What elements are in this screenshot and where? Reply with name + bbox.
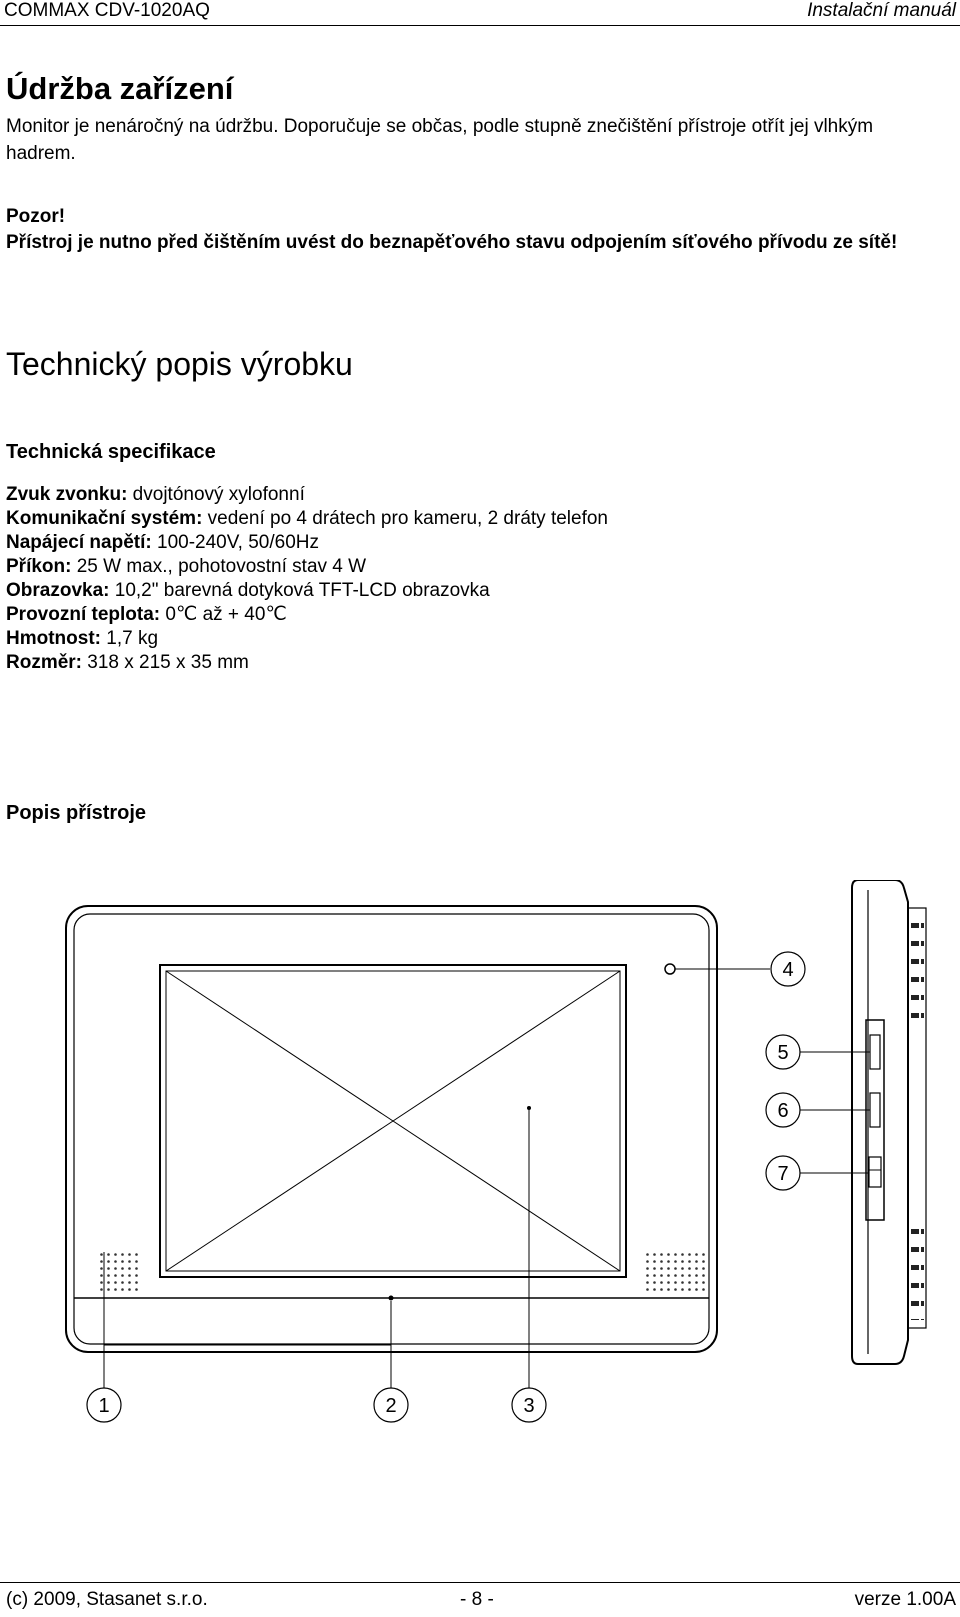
spec-value: 10,2" barevná dotyková TFT-LCD obrazovka: [109, 580, 490, 601]
header-rule: [0, 25, 960, 26]
header-doc-title: Instalační manuál: [807, 0, 956, 21]
spec-value: 25 W max., pohotovostní stav 4 W: [71, 556, 367, 577]
svg-text:2: 2: [385, 1395, 397, 1417]
spec-label: Rozměr:: [6, 652, 83, 673]
technical-heading: Technický popis výrobku: [6, 346, 353, 382]
callout-7: [766, 1156, 800, 1190]
side-vents-top: [910, 920, 924, 1030]
spec-value: vedení po 4 drátech pro kameru, 2 dráty telefon: [202, 508, 608, 529]
spec-label: Provozní teplota:: [6, 604, 161, 625]
footer-version: verze 1.00A: [854, 1589, 956, 1610]
svg-text:3: 3: [523, 1395, 535, 1417]
footer-page-number: - 8 -: [460, 1589, 494, 1610]
svg-text:1: 1: [98, 1395, 110, 1417]
monitor-inner-frame: [74, 914, 709, 1344]
callout-5: [766, 1035, 800, 1069]
maintenance-heading: Údržba zařízení: [6, 71, 234, 106]
ring-switch: [869, 1157, 881, 1187]
monitor-outer-frame: [66, 906, 717, 1352]
footer-copyright: (c) 2009, Stasanet s.r.o.: [6, 1589, 208, 1610]
spec-row: [6, 507, 608, 531]
callout-1: [87, 1388, 121, 1422]
spec-value: 1,7 kg: [100, 628, 159, 649]
device-heading: Popis přístroje: [6, 802, 147, 824]
spec-row: [6, 627, 608, 651]
spec-row: [6, 531, 608, 555]
svg-text:7: 7: [777, 1163, 789, 1185]
callout-6: [766, 1093, 800, 1127]
warning-title: Pozor!: [6, 206, 66, 227]
callout-4: [771, 952, 805, 986]
spec-row: [6, 603, 608, 627]
spec-value: 318 x 215 x 35 mm: [82, 652, 249, 673]
spec-value: 100-240V, 50/60Hz: [151, 532, 319, 553]
spec-label: Zvuk zvonku:: [6, 484, 128, 505]
front-sensor-dot: [665, 964, 675, 974]
spec-row: [6, 483, 608, 507]
front-view: [66, 906, 717, 1352]
side-vents-bottom: [910, 1220, 924, 1320]
svg-text:4: 4: [782, 959, 794, 981]
spec-list: [6, 483, 608, 675]
front-mic-dot: [389, 1296, 394, 1301]
footer-rule: [0, 1582, 960, 1583]
callout-leaders: [104, 969, 870, 1389]
side-view: [852, 880, 926, 1364]
spec-label: Napájecí napětí:: [6, 532, 152, 553]
spec-row: [6, 579, 608, 603]
brightness-button: [870, 1093, 880, 1127]
svg-text:5: 5: [777, 1042, 789, 1064]
warning-text: Přístroj je nutno před čištěním uvést do beznapěťového stavu odpojením síťového přívodu ze sítě!: [6, 232, 898, 253]
maintenance-text: Monitor je nenáročný na údržbu. Doporučuje se občas, podle stupně znečištění přístroje otřít jej vlhkým hadrem.: [6, 116, 874, 164]
spec-label: Hmotnost:: [6, 628, 101, 649]
spec-row: [6, 651, 608, 675]
callout-2: [374, 1388, 408, 1422]
header-product: COMMAX CDV-1020AQ: [4, 0, 210, 21]
speaker-grille-right: [645, 1252, 707, 1294]
volume-button: [870, 1035, 880, 1069]
spec-label: Příkon:: [6, 556, 72, 577]
device-diagram: [0, 880, 960, 1440]
spec-value: dvojtónový xylofonní: [127, 484, 305, 505]
spec-row: [6, 555, 608, 579]
spec-value: 0℃ až + 40℃: [160, 604, 287, 625]
spec-label: Obrazovka:: [6, 580, 110, 601]
spec-label: Komunikační systém:: [6, 508, 203, 529]
spec-heading: Technická specifikace: [6, 441, 216, 463]
svg-text:6: 6: [777, 1100, 789, 1122]
callout-3: [512, 1388, 546, 1422]
touch-point-dot: [527, 1106, 531, 1110]
